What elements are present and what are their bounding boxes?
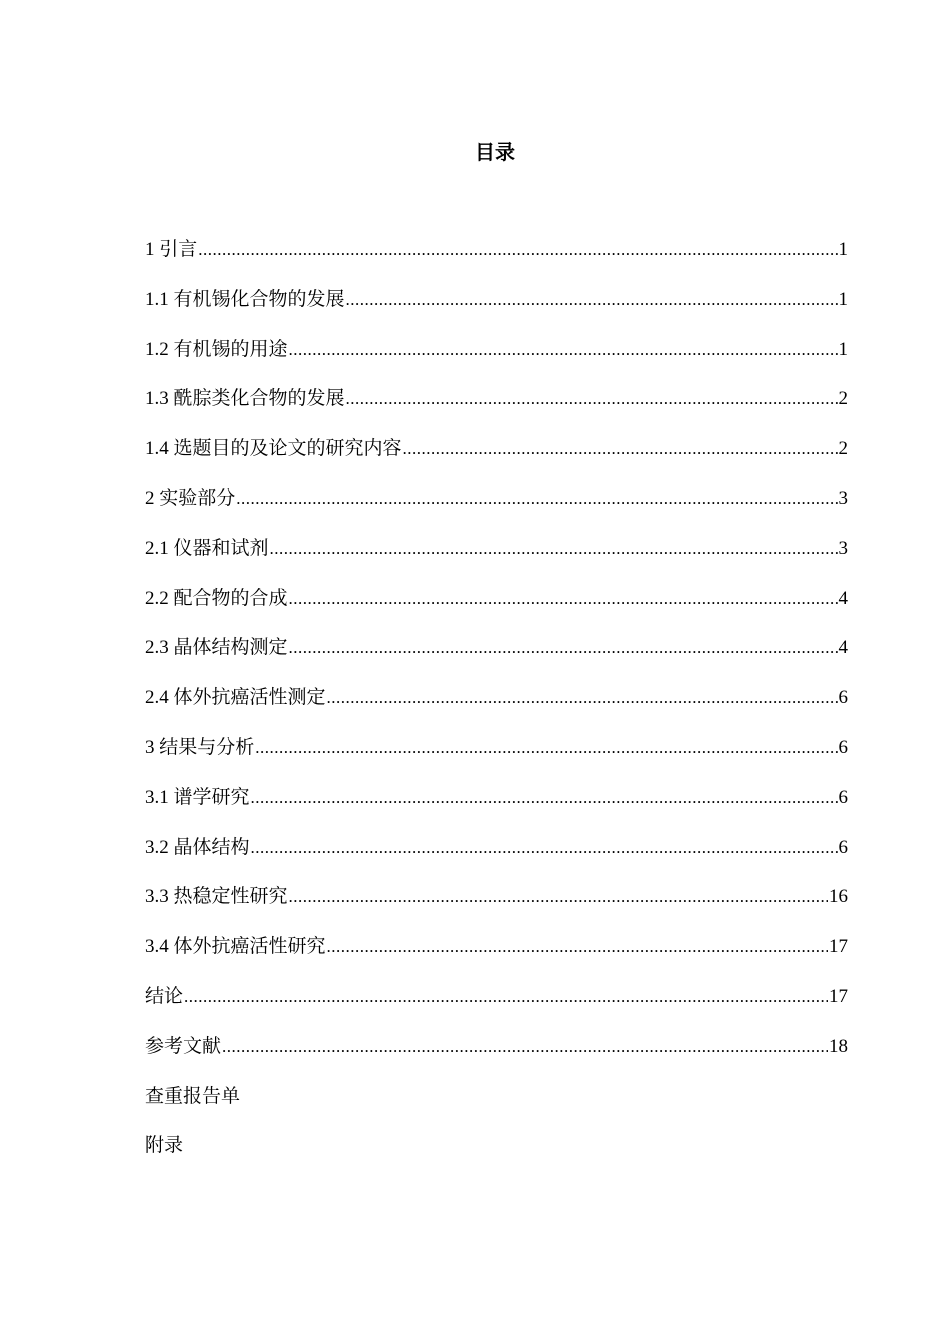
- toc-entry-label: 结论: [145, 985, 184, 1007]
- toc-entry-label: 3.3 热稳定性研究: [145, 886, 288, 908]
- toc-entry-page: 3: [838, 487, 848, 509]
- toc-entry[interactable]: [145, 485, 848, 535]
- toc-entry-label: 2.1 仪器和试剂: [145, 537, 269, 559]
- toc-entry-label: 参考文献: [145, 1035, 222, 1057]
- toc-entry-page: 17: [829, 985, 848, 1007]
- toc-entry-label: 1.2 有机锡的用途: [145, 338, 288, 360]
- toc-entry-page: 1: [838, 338, 848, 360]
- toc-entry-label: 2.4 体外抗癌活性测定: [145, 687, 326, 709]
- toc-entry[interactable]: [145, 634, 848, 684]
- toc-entry-page: 6: [838, 736, 848, 758]
- toc-entry-page: 6: [838, 836, 848, 858]
- toc-dot-leader: [255, 734, 837, 762]
- toc-entry[interactable]: [145, 684, 848, 734]
- toc-entry-label: 1.4 选题目的及论文的研究内容: [145, 438, 402, 460]
- toc-dot-leader: [403, 435, 838, 463]
- toc-entry-page: 1: [838, 288, 848, 310]
- toc-entry-label: 3 结果与分析: [145, 736, 255, 758]
- toc-dot-leader: [251, 834, 838, 862]
- toc-entry-page: 3: [838, 537, 848, 559]
- toc-entry-page: 4: [838, 637, 848, 659]
- toc-dot-leader: [184, 983, 828, 1011]
- toc-entry-label: 1.3 酰腙类化合物的发展: [145, 388, 345, 410]
- toc-entry[interactable]: [145, 983, 848, 1033]
- toc-entry[interactable]: [145, 734, 848, 784]
- toc-entry[interactable]: [145, 834, 848, 884]
- toc-dot-leader: [270, 535, 838, 563]
- toc-dot-leader: [251, 784, 838, 812]
- toc-dot-leader: [289, 585, 838, 613]
- toc-entry[interactable]: [145, 236, 848, 286]
- toc-dot-leader: [289, 634, 838, 662]
- toc-entry-page: 16: [829, 886, 848, 908]
- toc-entry-page: 1: [838, 239, 848, 260]
- toc-entry-page: 6: [838, 786, 848, 808]
- toc-entry-label: 1 引言: [145, 239, 198, 260]
- toc-entry[interactable]: [145, 1033, 848, 1083]
- toc-dot-leader: [198, 236, 837, 264]
- toc-entry[interactable]: [145, 535, 848, 585]
- toc-dot-leader: [222, 1033, 828, 1061]
- toc-entry[interactable]: [145, 933, 848, 983]
- toc-entry-label: 2.2 配合物的合成: [145, 587, 288, 609]
- toc-dot-leader: [346, 385, 838, 413]
- toc-entry[interactable]: [145, 286, 848, 336]
- toc-entry-page: 2: [838, 388, 848, 410]
- toc-entry-plain[interactable]: [145, 1132, 848, 1182]
- toc-entry-page: 4: [838, 587, 848, 609]
- toc-dot-leader: [327, 684, 838, 712]
- toc-entry-label: 2 实验部分: [145, 487, 236, 509]
- toc-entry-page: 17: [829, 936, 848, 958]
- toc-entry[interactable]: [145, 883, 848, 933]
- toc-dot-leader: [236, 485, 837, 513]
- toc-entry-page: 6: [838, 687, 848, 709]
- toc-entry-label: 查重报告单: [145, 1085, 241, 1107]
- toc-dot-leader: [327, 933, 828, 961]
- toc-entry[interactable]: [145, 336, 848, 386]
- toc-dot-leader: [289, 336, 838, 364]
- toc-entry-label: 3.2 晶体结构: [145, 836, 250, 858]
- toc-entry-page: 18: [829, 1035, 848, 1057]
- toc-entry[interactable]: [145, 585, 848, 635]
- toc-entry-label: 1.1 有机锡化合物的发展: [145, 288, 345, 310]
- toc-entry-label: 3.1 谱学研究: [145, 786, 250, 808]
- table-of-contents: [145, 236, 848, 1182]
- toc-entry[interactable]: [145, 784, 848, 834]
- toc-entry[interactable]: [145, 385, 848, 435]
- toc-entry-plain[interactable]: [145, 1083, 848, 1133]
- toc-entry-page: 2: [838, 438, 848, 460]
- toc-entry[interactable]: [145, 435, 848, 485]
- toc-entry-label: 附录: [145, 1135, 184, 1157]
- toc-entry-label: 3.4 体外抗癌活性研究: [145, 936, 326, 958]
- toc-dot-leader: [346, 286, 838, 314]
- page-title: 目录: [475, 140, 515, 164]
- toc-entry-label: 2.3 晶体结构测定: [145, 637, 288, 659]
- toc-dot-leader: [289, 883, 828, 911]
